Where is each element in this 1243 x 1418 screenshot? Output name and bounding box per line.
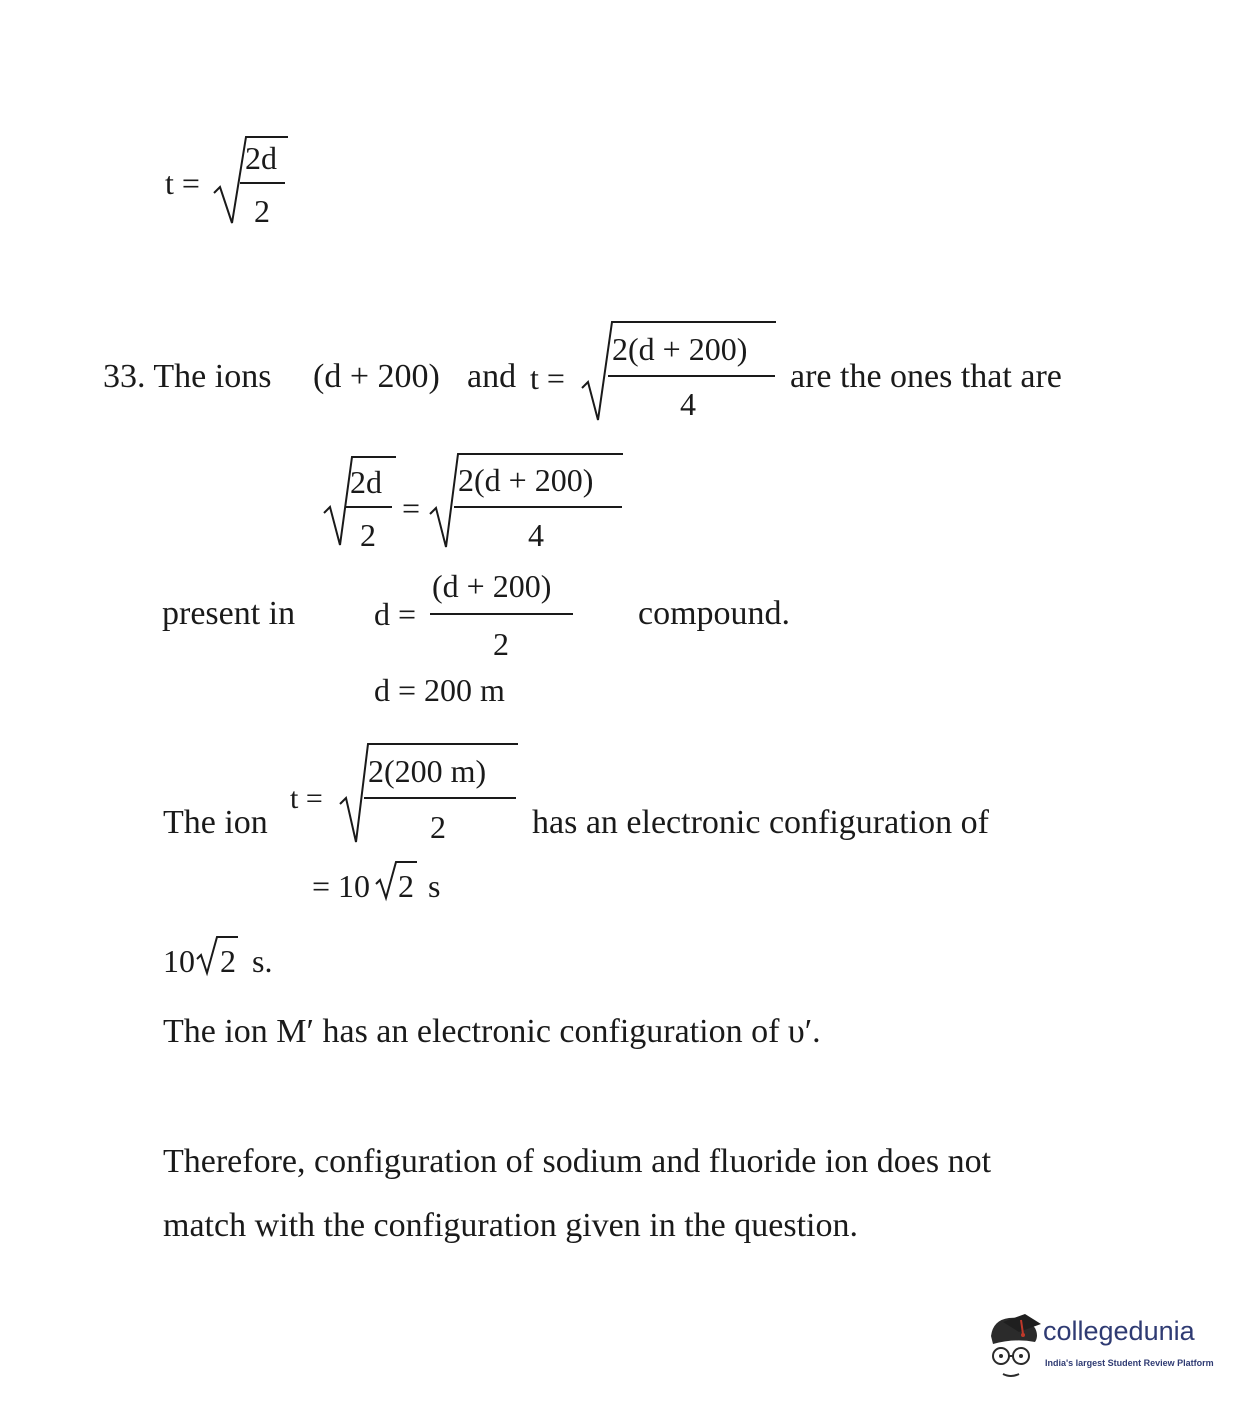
eq-block-lhs-denominator: 2 — [360, 517, 376, 553]
eq-top-numerator: 2d — [245, 140, 277, 176]
eq-top-denominator: 2 — [254, 193, 270, 229]
q33-prefix: 33. The ions — [103, 358, 272, 395]
ion-prefix: The ion — [163, 804, 268, 841]
present-suffix: compound. — [638, 595, 791, 632]
eq-block-equals: = — [402, 490, 421, 526]
present-frac-denominator: 2 — [493, 626, 509, 662]
ion-frac-numerator: 2(200 m) — [368, 753, 487, 789]
conclusion-line-1: Therefore, configuration of sodium and fluoride ion does not — [163, 1143, 992, 1180]
t-result-unit: s — [428, 868, 441, 904]
present-frac-numerator: (d + 200) — [432, 568, 552, 604]
fraction-bar — [608, 375, 775, 377]
q33-frac-denominator: 4 — [680, 386, 696, 422]
ten-root-unit: s. — [252, 943, 273, 979]
ion-suffix: has an electronic configuration of — [532, 804, 989, 841]
q33-t-eq: t = — [530, 360, 565, 396]
eq-block-rhs-denominator: 4 — [528, 517, 544, 553]
fraction-bar — [454, 506, 622, 508]
t-result-root: 2 — [398, 868, 414, 904]
q33-expr1: (d + 200) — [313, 358, 440, 395]
ten-root-root: 2 — [220, 943, 236, 979]
collegedunia-logo[interactable] — [985, 1310, 1215, 1382]
ion-frac-denominator: 2 — [430, 809, 446, 845]
q33-and: and — [467, 358, 517, 395]
eq-block-lhs-numerator: 2d — [350, 464, 382, 500]
eq-top-lhs: t = — [165, 165, 200, 201]
t-result-eq: = 10 — [312, 868, 371, 904]
ten-root-coef: 10 — [163, 943, 195, 979]
q33-frac-numerator: 2(d + 200) — [612, 331, 748, 367]
logo-tagline: India's largest Student Review Platform — [1045, 1358, 1214, 1368]
eq-block-rhs-numerator: 2(d + 200) — [458, 462, 594, 498]
q33-suffix: are the ones that are — [790, 358, 1062, 395]
ion-t-eq: t = — [290, 782, 323, 815]
fraction-bar — [430, 613, 573, 615]
mascot-icon — [985, 1312, 1043, 1382]
d-result: d = 200 m — [374, 672, 505, 708]
logo-wordmark: collegedunia — [1043, 1316, 1195, 1346]
fraction-bar — [364, 797, 516, 799]
present-prefix: present in — [162, 595, 296, 632]
fraction-bar — [345, 506, 392, 508]
conclusion-line-2: match with the configuration given in the question. — [163, 1207, 858, 1244]
ion-m-line: The ion M′ has an electronic configuration of υ′. — [163, 1013, 821, 1050]
fraction-bar — [240, 182, 285, 184]
present-d-eq: d = — [374, 596, 417, 632]
